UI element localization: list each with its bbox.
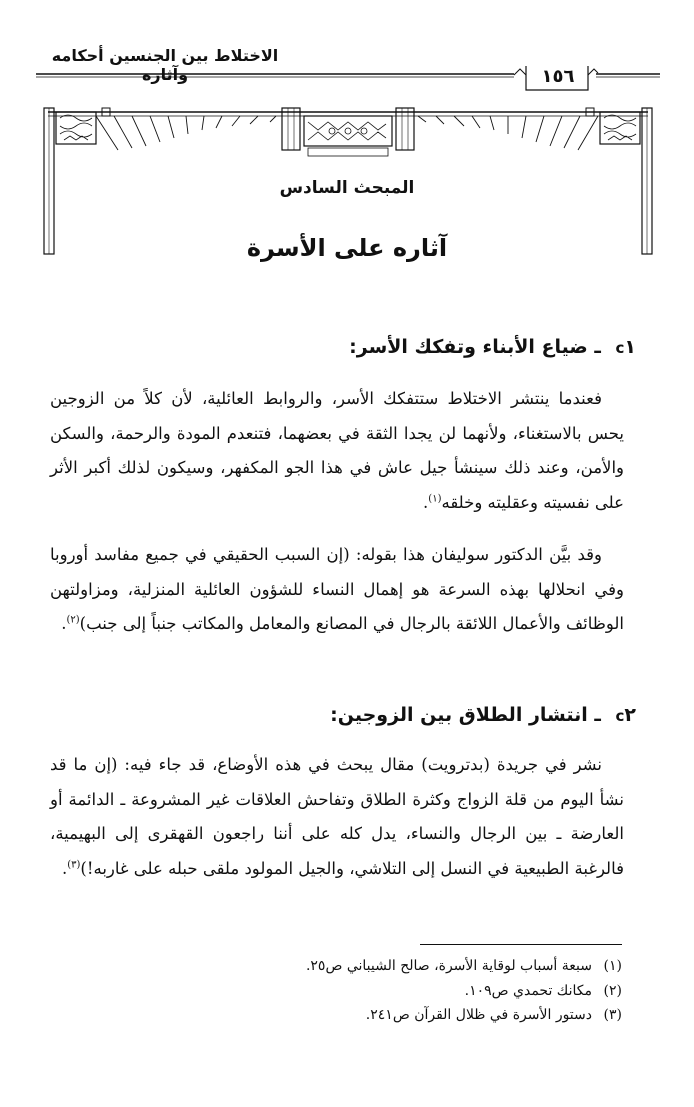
paragraph-3-end: . xyxy=(61,858,68,878)
footnotes-list xyxy=(102,954,622,1028)
footnote-item xyxy=(102,1003,622,1028)
paragraph-2-text: وقد بيَّن الدكتور سوليفان هذا بقوله: (إن السبب الحقيقي في جميع مفاسد أوروبا وفي انحلالها بهذه السرعة هو إهمال النساء للشؤون العائلية المنزلية، ومزاولتهن الوظائف والأعمال اللائقة بالرجال في المصانع والمعامل والمكاتب جنباً إلى جنب) xyxy=(50,545,624,633)
heading-bullet-icon: c xyxy=(615,707,625,725)
subsection-heading-2 xyxy=(330,704,636,726)
running-title: الاختلاط بين الجنسين أحكامه وآثاره xyxy=(51,46,279,84)
section-label: المبحث السادس xyxy=(279,178,415,198)
footnote-ref-3: (٣) xyxy=(67,859,81,870)
paragraph-2-end: . xyxy=(61,614,67,633)
subsection-heading-1-text: ١ ـ ضياع الأبناء وتفكك الأسر: xyxy=(349,336,636,358)
footnote-text: سبعة أسباب لوقاية الأسرة، صالح الشيباني ص٢٥. xyxy=(305,958,592,974)
page-number: ١٥٦ xyxy=(541,66,575,87)
footnote-number: (١) xyxy=(603,958,622,974)
footnote-divider xyxy=(420,944,622,945)
subsection-heading-1 xyxy=(349,336,636,358)
footnote-item xyxy=(102,954,622,979)
section-title: آثاره على الأسرة xyxy=(246,234,448,262)
footnote-ref-1: (١) xyxy=(428,493,442,504)
footnote-item xyxy=(102,979,622,1004)
paragraph-1-end: . xyxy=(423,492,429,512)
paragraph-3 xyxy=(50,748,624,886)
footnote-number: (٢) xyxy=(603,982,622,999)
paragraph-1-text: فعندما ينتشر الاختلاط ستتفكك الأسر، والروابط العائلية، لأن كلاً من الزوجين يحس بالاستغناء، ولأنهما لن يجدا الثقة في بعضهما، فتنعدم المودة والرحمة، والسكن والأمن، وعند ذلك سينشأ جيل عاش في هذا الجو المكفهر، وسيكون لذلك أكبر الأثر على نفسيته وعقليته وخلقه xyxy=(50,389,624,512)
footnote-number: (٣) xyxy=(603,1007,622,1023)
footnote-text: دستور الأسرة في ظلال القرآن ص٢٤١. xyxy=(365,1007,592,1023)
paragraph-3-text: نشر في جريدة (بدترويت) مقال يبحث في هذه الأوضاع، قد جاء فيه: (إن ما قد نشأ اليوم من قلة الزواج وكثرة الطلاق وتفاحش العلاقات غير المشروعة ـ الدائمة أو العارضة ـ بين الرجال والنساء، يدل كله على أننا راجعون القهقرى إلى البهيمية، فالرغبة الطبيعية في النسل إلى التلاشي، والجيل المولود ملقى حبله على غاربه!) xyxy=(50,755,624,878)
footnote-ref-2: (٢) xyxy=(66,614,80,626)
subsection-heading-2-text: ٢ ـ انتشار الطلاق بين الزوجين: xyxy=(330,704,636,726)
footnote-text: مكانك تحمدي ص١٠٩. xyxy=(464,982,592,999)
heading-bullet-icon: c xyxy=(615,339,625,357)
header-frame-ornament xyxy=(36,56,660,256)
paragraph-1 xyxy=(50,382,624,520)
paragraph-2 xyxy=(50,538,624,642)
